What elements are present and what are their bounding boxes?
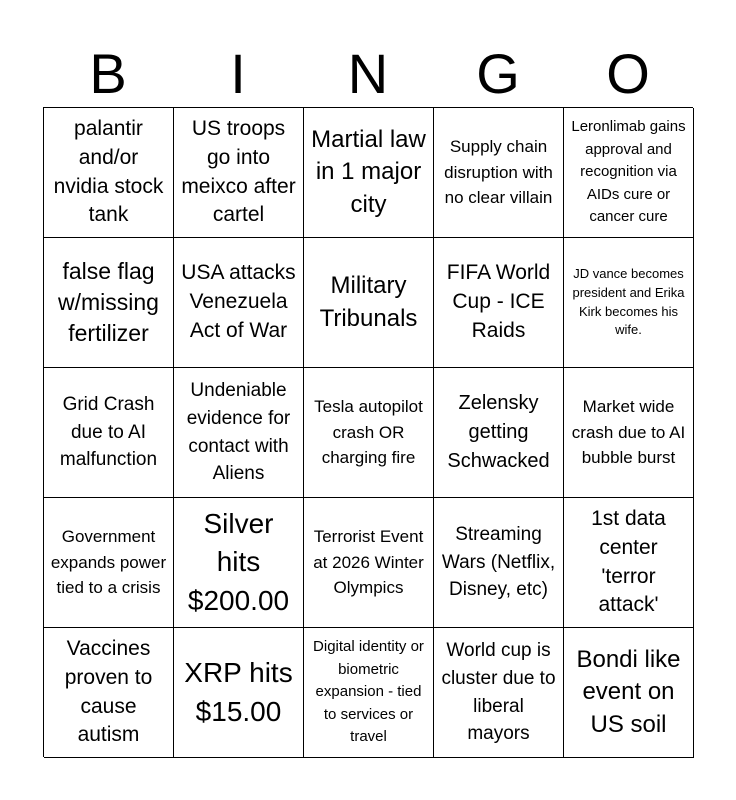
bingo-cell-text: Digital identity or biometric expansion - tied to services or travel <box>313 638 424 746</box>
bingo-header <box>43 40 693 108</box>
bingo-cell-text: Terrorist Event at 2026 Winter Olympics <box>313 527 424 598</box>
bingo-card-grid <box>43 107 693 757</box>
bingo-cell[interactable] <box>174 628 304 758</box>
bingo-cell-text: 1st data center 'terror attack' <box>591 506 666 617</box>
bingo-cell[interactable] <box>304 498 434 628</box>
bingo-cell-text: Market wide crash due to AI bubble burst <box>571 397 686 468</box>
header-letter-n: N <box>347 42 389 105</box>
bingo-cell[interactable] <box>174 108 304 238</box>
bingo-cell[interactable] <box>44 108 174 238</box>
bingo-cell-text: Military Tribunals <box>319 272 418 332</box>
bingo-cell-text: US troops go into meixco after cartel <box>181 116 296 227</box>
bingo-cell[interactable] <box>564 628 694 758</box>
bingo-cell-text: World cup is cluster due to liberal mayors <box>441 640 556 745</box>
bingo-cell-text: Silver hits $200.00 <box>187 507 290 616</box>
bingo-cell-text: Tesla autopilot crash OR charging fire <box>314 397 423 468</box>
bingo-cell-text: Undeniable evidence for contact with Aliens <box>186 380 291 485</box>
bingo-cell[interactable] <box>44 628 174 758</box>
bingo-cell[interactable] <box>174 498 304 628</box>
bingo-cell[interactable] <box>434 238 564 368</box>
bingo-cell[interactable] <box>174 368 304 498</box>
bingo-cell-text: Leronlimab gains approval and recognition via AIDs cure or cancer cure <box>571 118 686 226</box>
bingo-cell[interactable] <box>44 498 174 628</box>
bingo-cell[interactable] <box>44 238 174 368</box>
bingo-cell-text: XRP hits $15.00 <box>184 656 293 727</box>
bingo-cell-text: USA attacks Venezuela Act of War <box>181 261 296 342</box>
bingo-cell-text: Bondi like event on US soil <box>576 645 681 738</box>
bingo-cell-text: Streaming Wars (Netflix, Disney, etc) <box>441 524 556 601</box>
bingo-cell[interactable] <box>564 498 694 628</box>
bingo-cell[interactable] <box>564 108 694 238</box>
bingo-cell-text: false flag w/missing fertilizer <box>58 257 159 347</box>
bingo-cell-text: Martial law in 1 major city <box>311 125 426 218</box>
bingo-cell[interactable] <box>434 628 564 758</box>
bingo-cell[interactable] <box>434 108 564 238</box>
bingo-cell[interactable] <box>304 368 434 498</box>
header-letter-o: O <box>606 42 650 105</box>
bingo-cell-text: Government expands power tied to a crisis <box>50 527 167 598</box>
bingo-cell[interactable] <box>564 368 694 498</box>
bingo-cell[interactable] <box>434 498 564 628</box>
bingo-cell-text: Zelensky getting Schwacked <box>447 392 550 472</box>
bingo-cell-text: Grid Crash due to AI malfunction <box>59 394 158 471</box>
bingo-cell[interactable] <box>174 238 304 368</box>
bingo-cell[interactable] <box>434 368 564 498</box>
header-letter-i: I <box>230 42 246 105</box>
header-letter-b: B <box>89 42 127 105</box>
bingo-cell-text: Supply chain disruption with no clear villain <box>444 137 553 208</box>
bingo-cell-text: FIFA World Cup - ICE Raids <box>446 261 551 342</box>
bingo-cell[interactable] <box>304 108 434 238</box>
bingo-cell[interactable] <box>304 628 434 758</box>
bingo-cell-text: palantir and/or nvidia stock tank <box>53 116 164 227</box>
bingo-cell[interactable] <box>564 238 694 368</box>
bingo-cell[interactable] <box>304 238 434 368</box>
bingo-cell[interactable] <box>44 368 174 498</box>
bingo-cell-text: Vaccines proven to cause autism <box>64 636 153 747</box>
bingo-cell-text: JD vance becomes president and Erika Kirk becomes his wife. <box>572 265 685 338</box>
header-letter-g: G <box>476 42 520 105</box>
